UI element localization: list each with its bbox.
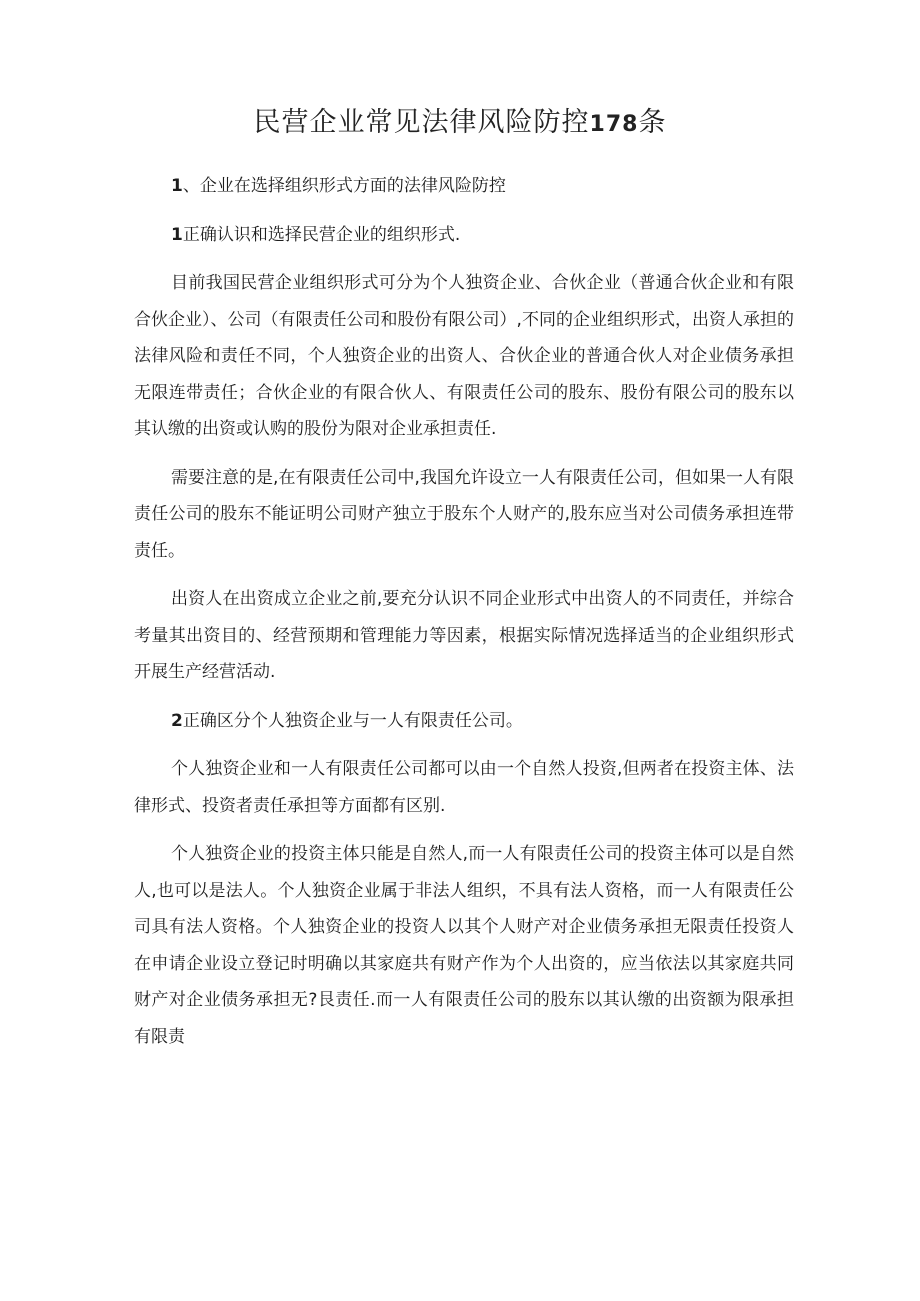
paragraph xyxy=(134,751,794,824)
paragraph-text: 正确区分个人独资企业与一人有限责任公司。 xyxy=(182,710,523,731)
paragraph xyxy=(134,265,794,448)
title-text: 民营企业常见法律风险防控 xyxy=(253,107,590,138)
section-number: 1 xyxy=(171,176,183,196)
paragraph-text: 正确认识和选择民营企业的组织形式. xyxy=(182,224,461,245)
document-title xyxy=(0,100,920,139)
paragraph xyxy=(134,836,794,1055)
paragraph xyxy=(134,460,794,570)
title-suffix: 条 xyxy=(638,107,667,138)
paragraph xyxy=(134,581,794,691)
item-number: 1 xyxy=(171,224,183,245)
paragraph xyxy=(134,703,794,740)
paragraph-text: 目前我国民营企业组织形式可分为个人独资企业、合伙企业（普通合伙企业和有限合伙企业）、公司（有限责任公司和股份有限公司）,不同的企业组织形式，出资人承担的法律风险和责任不同，个人独资企业的出资人、合伙企业的普通合伙人对企业债务承担无限连带责任；合伙企业的有限合伙人、有限责任公司的股东、股份有限公司的股东以其认缴的出资或认购的股份为限对企业承担责任. xyxy=(134,273,794,439)
paragraph xyxy=(134,217,794,254)
title-number: 178 xyxy=(589,112,639,137)
section-heading-text: 、企业在选择组织形式方面的法律风险防控 xyxy=(182,176,506,196)
paragraph-text: 个人独资企业和一人有限责任公司都可以由一个自然人投资,但两者在投资主体、法律形式、投资者责任承担等方面都有区别. xyxy=(134,759,794,816)
paragraph-text: 个人独资企业的投资主体只能是自然人,而一人有限责任公司的投资主体可以是自然人,也可以是法人。个人独资企业属于非法人组织，不具有法人资格，而一人有限责任公司具有法人资格。个人独资企业的投资人以其个人财产对企业债务承担无限责任投资人在申请企业设立登记时明确以其家庭共有财产作为个人出资的，应当依法以其家庭共同财产对企业债务承担无?艮责任.而一人有限责任公司的股东以其认缴的出资额为限承担有限责 xyxy=(134,844,794,1047)
document-body xyxy=(134,168,794,1067)
paragraph-text: 出资人在出资成立企业之前,要充分认识不同企业形式中出资人的不同责任，并综合考量其出资目的、经营预期和管理能力等因素，根据实际情况选择适当的企业组织形式开展生产经营活动. xyxy=(134,589,794,682)
paragraph-text: 需要注意的是,在有限责任公司中,我国允许设立一人有限责任公司，但如果一人有限责任公司的股东不能证明公司财产独立于股东个人财产的,股东应当对公司债务承担连带责任。 xyxy=(134,467,794,561)
section-heading xyxy=(134,168,794,205)
item-number: 2 xyxy=(171,710,183,731)
